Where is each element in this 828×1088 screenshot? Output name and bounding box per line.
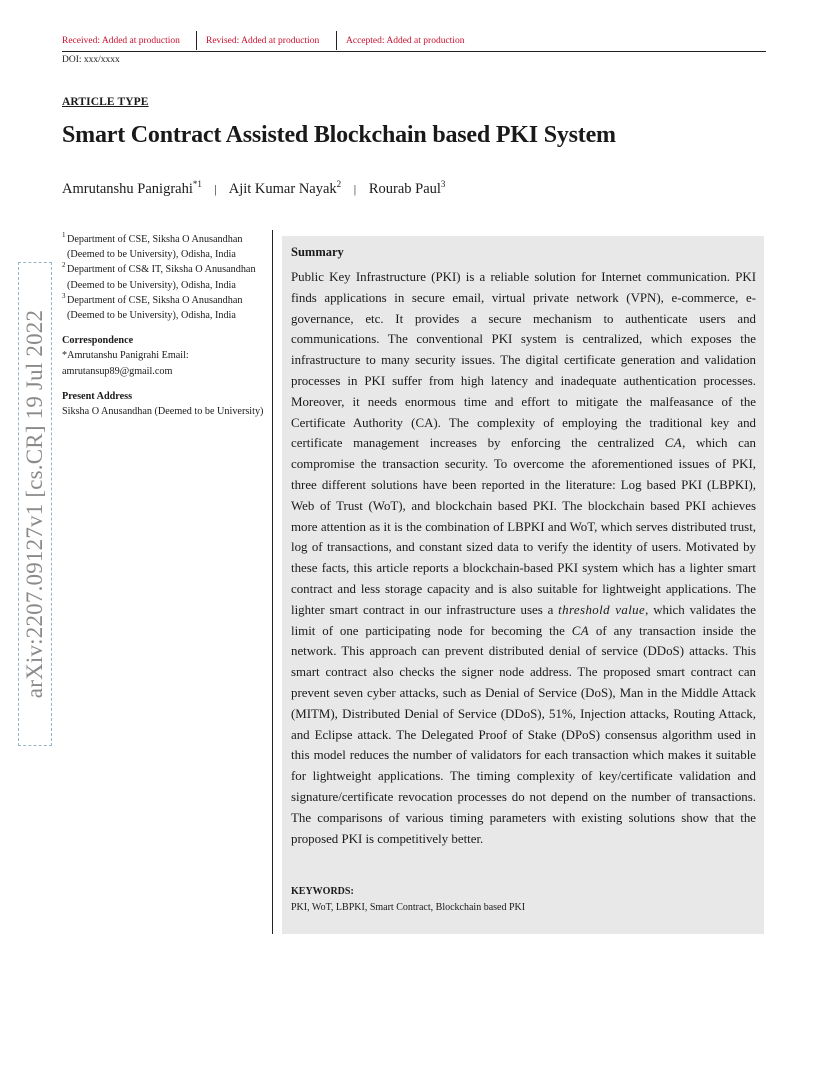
abstract-math: CA [571,623,590,638]
affiliation [62,232,266,262]
abstract-segment: , which can compromise the transaction security. To overcome the aforementioned issues of PKI, three different solutions have been reported in the literature: Log based PKI (LBPKI), Web of Trust (WoT), and blockchain based PKI. The blockchain based PKI achieves more attention as it is the combination of LBPKI and WoT, which serves distributed trust, log of transactions, and constant sized data to verify the identity of users. Motivated by these facts, this article reports a blockchain-based PKI system which has a lighter smart contract and less storage capacity and is also suitable for lightweight applications. The lighter smart contract in our infrastructure uses a [291,436,756,617]
affiliation-number: 2 [62,261,66,270]
affiliation-text: Department of CSE, Siksha O Anusandhan (Deemed to be University), Odisha, India [67,234,243,261]
abstract-math: CA [664,436,683,451]
author-separator: | [353,181,357,196]
doi: DOI: xxx/xxxx [62,55,120,65]
article-type: ARTICLE TYPE [62,96,149,108]
author-marker: 2 [336,179,342,189]
abstract-segment: of any transaction inside the network. This approach can prevent distributed denial of service (DDoS) attacks. This smart contract also checks the signer node address. The proposed smart contract can prevent seven cyber attacks, such as Denial of Service (DoS), Man in the Middle Attack (MITM), Distributed Denial of Service (DDoS), 51%, Injection attacks, Routing Attack, and Eclipse attack. The Delegated Proof of Stake (DPoS) consensus algorithm used in this model reduces the number of validators for each transaction which makes it suitable for lightweight applications. The timing complexity of key/certificate validation and signature/certificate revocation processes do not depend on the number of transactions. The comparisons of various timing parameters with existing solutions show that the proposed PKI is competitively better. [291,623,756,846]
present-address-text: Siksha O Anusandhan (Deemed to be University) [62,406,264,418]
keywords-heading: KEYWORDS: [291,886,354,897]
paper-title: Smart Contract Assisted Blockchain based PKI System [62,122,616,148]
affiliation-number: 1 [62,231,66,239]
keywords-text: PKI, WoT, LBPKI, Smart Contract, Blockchain based PKI [291,902,526,913]
present-address-heading: Present Address [62,390,133,402]
author-list [62,179,445,198]
column-divider [272,230,273,934]
publication-dates-bar [62,35,766,52]
date-divider [196,31,197,50]
arxiv-stamp [18,262,58,748]
arxiv-identifier: arXiv:2207.09127v1 [cs.CR] 19 Jul 2022 [22,309,47,699]
author-info-column [62,232,266,419]
author-name: Amrutanshu Panigrahi [62,180,193,197]
summary-heading: Summary [291,245,344,259]
revised-date: Revised: Added at production [206,36,320,46]
abstract-segment: Public Key Infrastructure (PKI) is a reliable solution for Internet communication. PKI finds applications in secure email, virtual private network (VPN), e-commerce, e-governance, etc. It provides a secure mechanism to authenticate users and communications. The conventional PKI system is centralized, which exposes the infrastructure to many security issues. The digital certificate generation and validation processes in PKI suffer from high latency and inadequate authentication processes. Moreover, it needs enormous time and effort to mitigate the malfeasance of the Certificate Authority (CA). The complexity of employing the traditional key and certificate management increases by enforcing the centralized [291,270,756,451]
affiliation-text: Department of CS& IT, Siksha O Anusandhan (Deemed to be University), Odisha, India [67,264,256,291]
received-date: Received: Added at production [62,36,180,46]
author-marker: 3 [440,179,446,189]
abstract-math: threshold value [558,602,646,617]
abstract-segment: , which validates the limit of one participating node for becoming the [291,602,756,638]
affiliation-number: 3 [62,291,66,300]
correspondence-text: *Amrutanshu Panigrahi Email: amrutansup89@gmail.com [62,350,189,377]
affiliation [62,262,266,292]
date-divider [336,31,337,50]
correspondence-heading: Correspondence [62,335,134,347]
author-separator: | [214,181,217,196]
abstract-text [291,267,756,849]
author-name: Ajit Kumar Nayak [228,180,337,197]
author-marker: *1 [192,179,202,189]
accepted-date: Accepted: Added at production [346,36,465,46]
author-name: Rourab Paul [368,180,441,197]
affiliation-text: Department of CSE, Siksha O Anusandhan (Deemed to be University), Odisha, India [67,294,243,322]
affiliation [62,293,266,323]
